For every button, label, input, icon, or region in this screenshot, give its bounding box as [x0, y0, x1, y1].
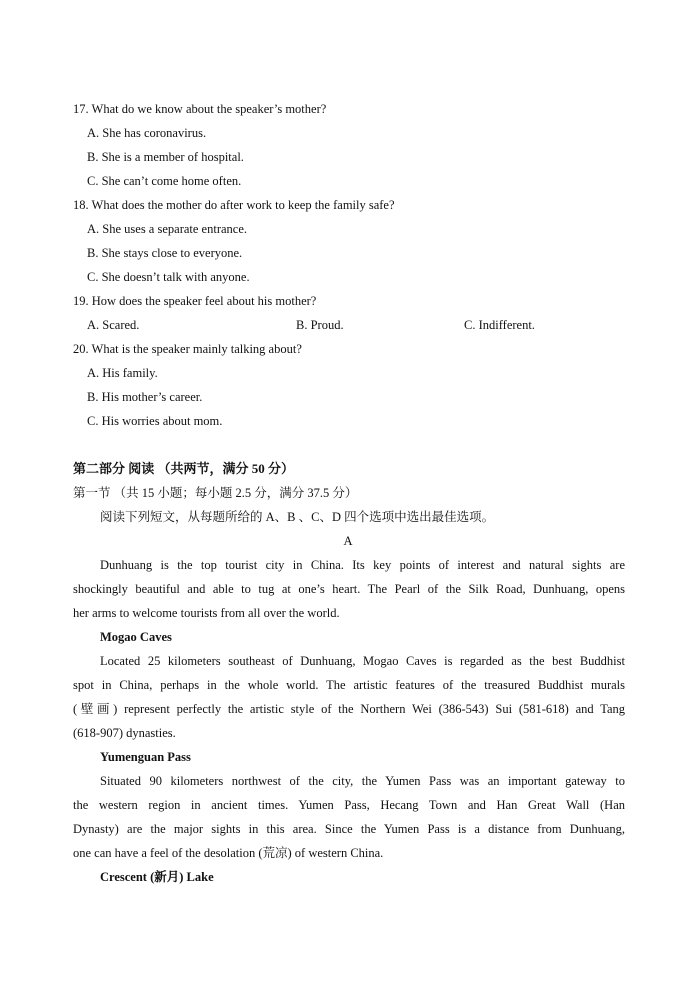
question-20-stem: 20. What is the speaker mainly talking about? [73, 342, 302, 356]
mogao-line-2: spot in China, perhaps in the whole world. The artistic features of the treasured Buddhist murals [73, 678, 625, 692]
question-20-option-c: C. His worries about mom. [87, 414, 223, 428]
crescent-lake-title: Crescent (新月) Lake [100, 870, 214, 884]
question-17-option-b: B. She is a member of hospital. [87, 150, 244, 164]
passage-intro-line-1: Dunhuang is the top tourist city in China. Its key points of interest and natural sights are [100, 558, 625, 572]
question-19-option-b: B. Proud. [296, 318, 344, 332]
yumen-line-1: Situated 90 kilometers northwest of the city, the Yumen Pass was an important gateway to [100, 774, 625, 788]
passage-intro-line-2: shockingly beautiful and able to tug at one’s heart. The Pearl of the Silk Road, Dunhuang, opens [73, 582, 625, 596]
question-20-option-a: A. His family. [87, 366, 158, 380]
yumen-line-3: Dynasty) are the major sights in this area. Since the Yumen Pass is a distance from Dunhuang, [73, 822, 625, 836]
yumenguan-pass-title: Yumenguan Pass [100, 750, 191, 764]
passage-intro-line-3: her arms to welcome tourists from all over the world. [73, 606, 340, 620]
question-17-option-c: C. She can’t come home often. [87, 174, 242, 188]
question-19-option-c: C. Indifferent. [464, 318, 535, 332]
question-19-option-a: A. Scared. [87, 318, 140, 332]
mogao-line-4: (618-907) dynasties. [73, 726, 176, 740]
question-18-stem: 18. What does the mother do after work to keep the family safe? [73, 198, 395, 212]
question-18-option-a: A. She uses a separate entrance. [87, 222, 247, 236]
question-17-option-a: A. She has coronavirus. [87, 126, 207, 140]
question-20-option-b: B. His mother’s career. [87, 390, 203, 404]
question-17-stem: 17. What do we know about the speaker’s mother? [73, 102, 327, 116]
mogao-caves-title: Mogao Caves [100, 630, 172, 644]
passage-label: A [343, 534, 353, 548]
mogao-line-3: (壁画) represent perfectly the artistic style of the Northern Wei (386-543) Sui (581-618) and Tang [73, 702, 625, 716]
section-instruction: 阅读下列短文，从每题所给的 A、B 、C、D 四个选项中选出最佳选项。 [100, 510, 495, 524]
section-heading: 第二部分 阅读 （共两节，满分 50 分） [73, 461, 295, 476]
question-19-stem: 19. How does the speaker feel about his mother? [73, 294, 317, 308]
question-18-option-b: B. She stays close to everyone. [87, 246, 243, 260]
section-subheading: 第一节 （共 15 小题；每小题 2.5 分，满分 37.5 分） [73, 486, 358, 500]
mogao-line-1: Located 25 kilometers southeast of Dunhuang, Mogao Caves is regarded as the best Buddhist [100, 654, 625, 668]
yumen-line-4: one can have a feel of the desolation (荒凉) of western China. [73, 846, 384, 860]
yumen-line-2: the western region in ancient times. Yumen Pass, Hecang Town and Han Great Wall (Han [73, 798, 625, 812]
question-18-option-c: C. She doesn’t talk with anyone. [87, 270, 250, 284]
